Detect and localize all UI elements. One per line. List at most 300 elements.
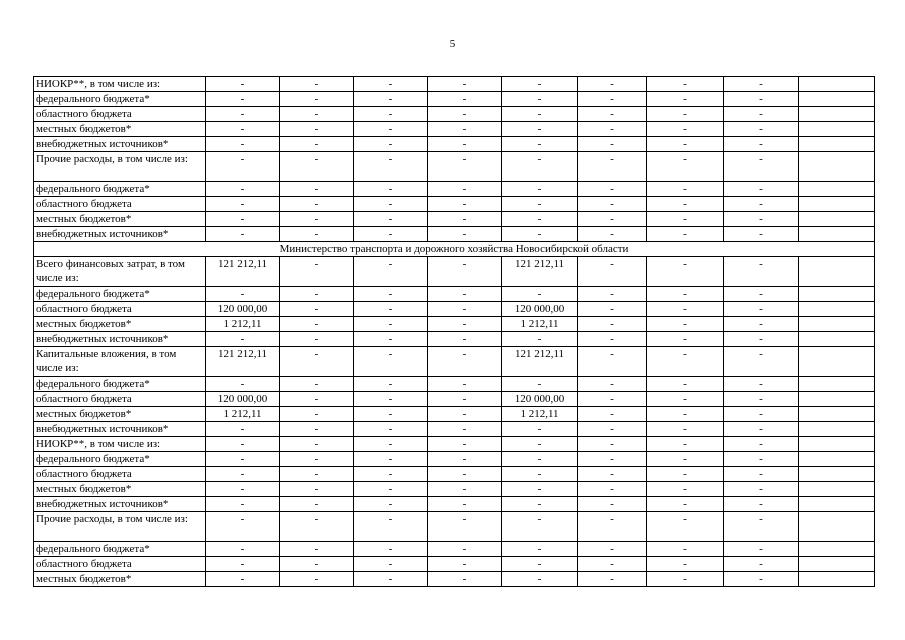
table-row: [34, 542, 875, 557]
table-row: [34, 182, 875, 197]
row-label: федерального бюджета*: [34, 92, 206, 107]
value-cell: -: [502, 557, 578, 572]
value-cell: -: [280, 317, 354, 332]
table-row: [34, 572, 875, 587]
value-cell: -: [280, 287, 354, 302]
value-cell: -: [578, 302, 647, 317]
value-cell: -: [502, 437, 578, 452]
table-row: [34, 557, 875, 572]
value-cell: -: [724, 212, 799, 227]
value-cell: -: [647, 467, 724, 482]
value-cell: -: [280, 422, 354, 437]
value-cell: -: [280, 122, 354, 137]
value-cell: [799, 182, 875, 197]
value-cell: -: [280, 437, 354, 452]
value-cell: -: [354, 482, 428, 497]
value-cell: -: [502, 137, 578, 152]
row-label: федерального бюджета*: [34, 182, 206, 197]
value-cell: [799, 422, 875, 437]
value-cell: -: [502, 512, 578, 542]
value-cell: -: [578, 77, 647, 92]
value-cell: [799, 437, 875, 452]
value-cell: [799, 212, 875, 227]
table-row: [34, 107, 875, 122]
value-cell: -: [206, 197, 280, 212]
value-cell: -: [502, 482, 578, 497]
value-cell: -: [280, 197, 354, 212]
value-cell: [799, 77, 875, 92]
value-cell: -: [647, 437, 724, 452]
value-cell: -: [354, 452, 428, 467]
value-cell: -: [578, 392, 647, 407]
value-cell: -: [428, 392, 502, 407]
value-cell: -: [724, 542, 799, 557]
value-cell: -: [428, 437, 502, 452]
value-cell: -: [502, 287, 578, 302]
value-cell: [799, 497, 875, 512]
value-cell: -: [502, 377, 578, 392]
value-cell: -: [502, 107, 578, 122]
value-cell: -: [280, 512, 354, 542]
value-cell: -: [724, 332, 799, 347]
value-cell: -: [724, 557, 799, 572]
value-cell: -: [647, 557, 724, 572]
table-row: [34, 332, 875, 347]
value-cell: -: [578, 257, 647, 287]
value-cell: -: [724, 377, 799, 392]
value-cell: -: [647, 92, 724, 107]
value-cell: -: [206, 332, 280, 347]
row-label: местных бюджетов*: [34, 407, 206, 422]
value-cell: -: [354, 287, 428, 302]
table-row: [34, 227, 875, 242]
value-cell: -: [206, 452, 280, 467]
value-cell: -: [578, 287, 647, 302]
table-row: [34, 122, 875, 137]
value-cell: [799, 287, 875, 302]
value-cell: -: [428, 137, 502, 152]
value-cell: [799, 152, 875, 182]
value-cell: -: [724, 302, 799, 317]
value-cell: -: [354, 152, 428, 182]
value-cell: -: [724, 92, 799, 107]
value-cell: [799, 137, 875, 152]
value-cell: -: [280, 257, 354, 287]
value-cell: 1 212,11: [206, 317, 280, 332]
row-label: федерального бюджета*: [34, 542, 206, 557]
value-cell: -: [206, 377, 280, 392]
value-cell: -: [578, 317, 647, 332]
table-row: [34, 392, 875, 407]
value-cell: -: [206, 107, 280, 122]
row-label: Капитальные вложения, в том числе из:: [34, 347, 206, 377]
table-row: [34, 512, 875, 542]
value-cell: 121 212,11: [502, 347, 578, 377]
value-cell: 1 212,11: [206, 407, 280, 422]
value-cell: -: [724, 107, 799, 122]
value-cell: -: [578, 137, 647, 152]
value-cell: -: [647, 257, 724, 287]
value-cell: -: [647, 377, 724, 392]
value-cell: -: [206, 467, 280, 482]
value-cell: [799, 512, 875, 542]
value-cell: -: [280, 467, 354, 482]
value-cell: -: [280, 152, 354, 182]
value-cell: -: [428, 122, 502, 137]
value-cell: -: [724, 197, 799, 212]
value-cell: -: [502, 197, 578, 212]
value-cell: -: [428, 347, 502, 377]
value-cell: [799, 122, 875, 137]
value-cell: -: [502, 212, 578, 227]
value-cell: -: [428, 452, 502, 467]
row-label: Прочие расходы, в том числе из:: [34, 152, 206, 182]
value-cell: [799, 107, 875, 122]
table-row: [34, 92, 875, 107]
value-cell: -: [578, 512, 647, 542]
value-cell: -: [724, 512, 799, 542]
value-cell: -: [206, 92, 280, 107]
value-cell: -: [578, 152, 647, 182]
row-label: федерального бюджета*: [34, 287, 206, 302]
table-row: [34, 257, 875, 287]
value-cell: [799, 572, 875, 587]
value-cell: -: [428, 557, 502, 572]
value-cell: -: [428, 257, 502, 287]
section-title: Министерство транспорта и дорожного хозяйства Новосибирской области: [34, 242, 875, 257]
value-cell: -: [428, 407, 502, 422]
value-cell: -: [502, 452, 578, 467]
value-cell: -: [206, 497, 280, 512]
value-cell: 120 000,00: [206, 302, 280, 317]
value-cell: -: [354, 347, 428, 377]
value-cell: [799, 377, 875, 392]
value-cell: -: [428, 467, 502, 482]
value-cell: -: [280, 107, 354, 122]
value-cell: [799, 557, 875, 572]
table-row: [34, 377, 875, 392]
value-cell: -: [354, 227, 428, 242]
value-cell: -: [354, 497, 428, 512]
value-cell: 120 000,00: [206, 392, 280, 407]
value-cell: [799, 332, 875, 347]
value-cell: -: [280, 302, 354, 317]
value-cell: -: [647, 302, 724, 317]
value-cell: -: [647, 122, 724, 137]
value-cell: -: [724, 482, 799, 497]
value-cell: -: [724, 572, 799, 587]
value-cell: -: [428, 332, 502, 347]
section-row: [34, 242, 875, 257]
value-cell: -: [578, 182, 647, 197]
value-cell: -: [280, 497, 354, 512]
value-cell: -: [354, 557, 428, 572]
value-cell: -: [280, 212, 354, 227]
row-label: областного бюджета: [34, 467, 206, 482]
value-cell: -: [502, 122, 578, 137]
value-cell: -: [578, 422, 647, 437]
value-cell: -: [354, 197, 428, 212]
value-cell: -: [647, 77, 724, 92]
row-label: внебюджетных источников*: [34, 227, 206, 242]
value-cell: -: [647, 542, 724, 557]
value-cell: -: [578, 437, 647, 452]
table-row: [34, 482, 875, 497]
value-cell: -: [578, 122, 647, 137]
value-cell: -: [724, 422, 799, 437]
value-cell: 121 212,11: [206, 257, 280, 287]
value-cell: -: [354, 392, 428, 407]
value-cell: [799, 542, 875, 557]
value-cell: [799, 317, 875, 332]
value-cell: -: [206, 182, 280, 197]
value-cell: -: [647, 227, 724, 242]
value-cell: -: [428, 92, 502, 107]
value-cell: -: [354, 572, 428, 587]
value-cell: -: [502, 77, 578, 92]
value-cell: -: [578, 377, 647, 392]
value-cell: -: [724, 392, 799, 407]
value-cell: -: [724, 137, 799, 152]
value-cell: -: [206, 512, 280, 542]
value-cell: -: [280, 332, 354, 347]
value-cell: -: [206, 437, 280, 452]
table-row: [34, 422, 875, 437]
value-cell: -: [280, 137, 354, 152]
value-cell: -: [428, 182, 502, 197]
value-cell: -: [280, 392, 354, 407]
table-row: [34, 302, 875, 317]
value-cell: -: [428, 302, 502, 317]
table-row: [34, 317, 875, 332]
value-cell: -: [354, 107, 428, 122]
value-cell: [799, 92, 875, 107]
value-cell: -: [280, 557, 354, 572]
value-cell: -: [578, 227, 647, 242]
row-label: внебюджетных источников*: [34, 497, 206, 512]
value-cell: -: [428, 572, 502, 587]
value-cell: -: [724, 467, 799, 482]
value-cell: -: [502, 572, 578, 587]
value-cell: -: [354, 92, 428, 107]
table-row: [34, 467, 875, 482]
table-row: [34, 212, 875, 227]
table-row: [34, 452, 875, 467]
value-cell: -: [647, 512, 724, 542]
value-cell: -: [206, 212, 280, 227]
value-cell: [799, 227, 875, 242]
value-cell: -: [647, 482, 724, 497]
value-cell: -: [280, 227, 354, 242]
value-cell: -: [647, 407, 724, 422]
value-cell: -: [578, 482, 647, 497]
budget-table: [33, 76, 875, 587]
value-cell: -: [502, 152, 578, 182]
row-label: федерального бюджета*: [34, 452, 206, 467]
value-cell: [799, 197, 875, 212]
value-cell: -: [354, 257, 428, 287]
value-cell: -: [354, 407, 428, 422]
value-cell: -: [428, 497, 502, 512]
value-cell: -: [647, 572, 724, 587]
value-cell: -: [578, 452, 647, 467]
value-cell: -: [647, 152, 724, 182]
value-cell: -: [206, 77, 280, 92]
table-row: [34, 437, 875, 452]
value-cell: -: [647, 497, 724, 512]
value-cell: -: [280, 92, 354, 107]
value-cell: -: [578, 212, 647, 227]
value-cell: -: [502, 467, 578, 482]
value-cell: -: [206, 542, 280, 557]
row-label: областного бюджета: [34, 107, 206, 122]
row-label: НИОКР**, в том числе из:: [34, 437, 206, 452]
row-label: областного бюджета: [34, 392, 206, 407]
value-cell: -: [206, 287, 280, 302]
value-cell: -: [428, 287, 502, 302]
value-cell: -: [647, 332, 724, 347]
value-cell: 121 212,11: [206, 347, 280, 377]
value-cell: -: [578, 92, 647, 107]
value-cell: -: [428, 107, 502, 122]
value-cell: -: [206, 572, 280, 587]
value-cell: -: [502, 332, 578, 347]
value-cell: 120 000,00: [502, 392, 578, 407]
table-row: [34, 347, 875, 377]
value-cell: -: [724, 122, 799, 137]
value-cell: [799, 482, 875, 497]
value-cell: -: [724, 152, 799, 182]
value-cell: [799, 257, 875, 287]
value-cell: -: [647, 212, 724, 227]
value-cell: [799, 452, 875, 467]
value-cell: -: [354, 137, 428, 152]
value-cell: -: [354, 377, 428, 392]
value-cell: -: [428, 212, 502, 227]
value-cell: -: [354, 302, 428, 317]
table-row: [34, 497, 875, 512]
value-cell: -: [502, 227, 578, 242]
value-cell: -: [502, 422, 578, 437]
value-cell: -: [502, 182, 578, 197]
row-label: областного бюджета: [34, 197, 206, 212]
table-body: [34, 77, 875, 587]
value-cell: -: [502, 497, 578, 512]
table-row: [34, 137, 875, 152]
value-cell: -: [578, 467, 647, 482]
value-cell: -: [280, 482, 354, 497]
value-cell: -: [724, 287, 799, 302]
value-cell: -: [647, 197, 724, 212]
value-cell: -: [280, 407, 354, 422]
value-cell: -: [280, 377, 354, 392]
row-label: местных бюджетов*: [34, 317, 206, 332]
value-cell: -: [647, 182, 724, 197]
value-cell: -: [206, 122, 280, 137]
value-cell: -: [578, 107, 647, 122]
value-cell: -: [206, 422, 280, 437]
value-cell: -: [354, 317, 428, 332]
row-label: внебюджетных источников*: [34, 422, 206, 437]
value-cell: -: [428, 482, 502, 497]
value-cell: -: [724, 497, 799, 512]
value-cell: -: [647, 452, 724, 467]
value-cell: -: [578, 572, 647, 587]
value-cell: -: [647, 317, 724, 332]
value-cell: -: [502, 92, 578, 107]
value-cell: -: [647, 392, 724, 407]
row-label: Всего финансовых затрат, в том числе из:: [34, 257, 206, 287]
value-cell: -: [428, 197, 502, 212]
value-cell: -: [280, 347, 354, 377]
value-cell: -: [428, 227, 502, 242]
value-cell: -: [280, 182, 354, 197]
page-number: 5: [449, 38, 456, 50]
value-cell: -: [354, 422, 428, 437]
value-cell: 121 212,11: [502, 257, 578, 287]
value-cell: -: [724, 77, 799, 92]
table-row: [34, 77, 875, 92]
table-row: [34, 197, 875, 212]
value-cell: -: [578, 542, 647, 557]
row-label: областного бюджета: [34, 302, 206, 317]
value-cell: -: [724, 227, 799, 242]
value-cell: -: [724, 182, 799, 197]
value-cell: -: [724, 407, 799, 422]
value-cell: -: [502, 542, 578, 557]
value-cell: -: [428, 317, 502, 332]
row-label: федерального бюджета*: [34, 377, 206, 392]
value-cell: [799, 407, 875, 422]
value-cell: -: [354, 542, 428, 557]
row-label: областного бюджета: [34, 557, 206, 572]
value-cell: -: [428, 422, 502, 437]
value-cell: -: [354, 77, 428, 92]
row-label: местных бюджетов*: [34, 122, 206, 137]
table-row: [34, 407, 875, 422]
value-cell: -: [354, 437, 428, 452]
value-cell: -: [354, 212, 428, 227]
value-cell: -: [428, 542, 502, 557]
row-label: Прочие расходы, в том числе из:: [34, 512, 206, 542]
value-cell: -: [724, 317, 799, 332]
value-cell: -: [724, 257, 799, 287]
value-cell: -: [578, 407, 647, 422]
value-cell: 1 212,11: [502, 407, 578, 422]
table-row: [34, 287, 875, 302]
value-cell: -: [354, 332, 428, 347]
value-cell: -: [578, 497, 647, 512]
value-cell: -: [578, 332, 647, 347]
value-cell: -: [206, 557, 280, 572]
value-cell: -: [647, 107, 724, 122]
row-label: НИОКР**, в том числе из:: [34, 77, 206, 92]
value-cell: -: [647, 137, 724, 152]
value-cell: -: [647, 287, 724, 302]
value-cell: -: [206, 137, 280, 152]
value-cell: -: [578, 197, 647, 212]
value-cell: -: [578, 557, 647, 572]
value-cell: -: [206, 152, 280, 182]
table-row: [34, 152, 875, 182]
value-cell: [799, 392, 875, 407]
value-cell: -: [578, 347, 647, 377]
value-cell: -: [280, 452, 354, 467]
value-cell: -: [428, 152, 502, 182]
value-cell: [799, 467, 875, 482]
value-cell: [799, 302, 875, 317]
value-cell: -: [354, 512, 428, 542]
